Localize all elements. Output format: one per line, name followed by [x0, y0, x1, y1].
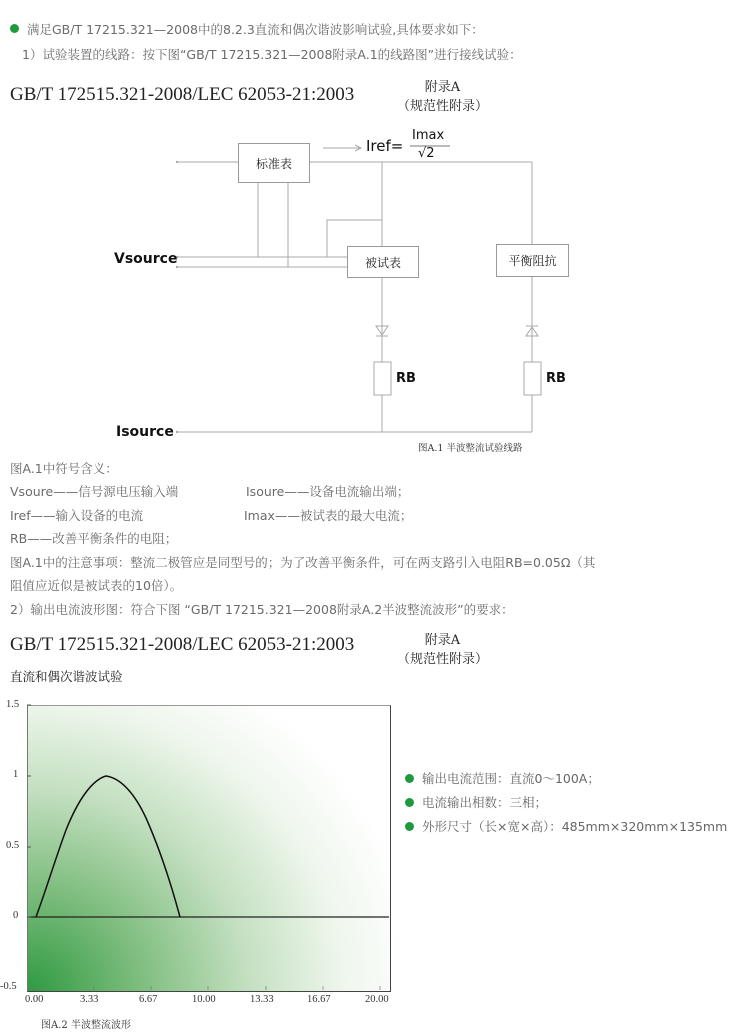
appendix-subtitle: （规范性附录） [396, 99, 488, 114]
intro-text-1: 满足GB/T 17215.321—2008中的8.2.3直流和偶次谐波影响试验,具体要求如下： [27, 22, 484, 37]
note-line-2: 阻值应近似是被试表的10倍）。 [10, 578, 183, 593]
spec-item [405, 790, 727, 814]
legend-isoure: Isoure——设备电流输出端； [246, 484, 410, 499]
rb-right-label: RB [546, 371, 566, 386]
x-tick-13.33: 13.33 [250, 994, 274, 1005]
x-tick-16.67: 16.67 [307, 994, 331, 1005]
x-tick-0: 0.00 [25, 994, 44, 1005]
x-tick-20: 20.00 [365, 994, 389, 1005]
figure1-caption: 图A.1 半波整流试验线路 [418, 443, 523, 454]
item-2-text: 2）输出电流波形图：符合下图 “GB/T 17215.321—2008附录A.2半波整流波形”的要求： [10, 602, 514, 617]
formula-numerator: Imax [412, 128, 445, 143]
figure1-standard-title: GB/T 172515.321-2008/LEC 62053-21:2003 [10, 84, 355, 105]
x-tick-3.33: 3.33 [80, 994, 99, 1005]
figure2-standard-title: GB/T 172515.321-2008/LEC 62053-21:2003 [10, 634, 355, 655]
standard-meter-box: 标准表 [238, 143, 310, 183]
vsource-label: Vsource [114, 251, 178, 267]
spec-phases: 电流输出相数：三相； [422, 795, 548, 810]
spec-item [405, 766, 727, 790]
legend-rb: RB——改善平衡条件的电阻； [10, 531, 178, 546]
formula-denominator: √2 [418, 146, 435, 161]
figure2-subtitle: 直流和偶次谐波试验 [10, 669, 123, 684]
y-tick-1: 1 [13, 769, 19, 780]
appendix-label: 附录A [424, 633, 461, 648]
bullet-icon [405, 822, 414, 831]
note-line-1: 图A.1中的注意事项：整流二极管应是同型号的；为了改善平衡条件，可在两支路引入电阻RB=0.05Ω（其 [10, 555, 596, 570]
spec-dimensions: 外形尺寸（长×宽×高）：485mm×320mm×135mm [422, 819, 728, 834]
y-tick-0: 0 [13, 910, 19, 921]
appendix-subtitle: （规范性附录） [396, 652, 488, 667]
spec-output-range: 输出电流范围：直流0～100A； [422, 771, 600, 786]
bullet-icon [405, 774, 414, 783]
x-tick-6.67: 6.67 [139, 994, 158, 1005]
legend-iref: Iref——输入设备的电流 [10, 508, 144, 523]
spec-item [405, 814, 727, 838]
legend-heading: 图A.1中符号含义： [10, 461, 118, 476]
balance-impedance-box: 平衡阻抗 [496, 244, 569, 277]
figure2-appendix [395, 631, 490, 669]
spec-list [405, 766, 727, 838]
legend-imax: Imax——被试表的最大电流； [244, 508, 413, 523]
meter-under-test-box: 被试表 [347, 246, 419, 278]
y-tick-neg0.5: -0.5 [0, 981, 17, 992]
y-tick-0.5: 0.5 [6, 840, 20, 851]
isource-label: Isource [116, 424, 174, 440]
figure2-caption: 图A.2 半波整流波形 [41, 1020, 131, 1031]
x-tick-10: 10.00 [192, 994, 216, 1005]
chart-lines [0, 700, 400, 1000]
bullet-icon [405, 798, 414, 807]
legend-vsoure: Vsoure——信号源电压输入端 [10, 484, 179, 499]
formula-iref: Iref= [366, 137, 404, 155]
y-tick-1.5: 1.5 [6, 699, 20, 710]
circuit-diagram [0, 0, 730, 460]
rb-left-label: RB [396, 371, 416, 386]
appendix-label: 附录A [424, 80, 461, 95]
intro-line-2: 1）试验装置的线路：按下图“GB/T 17215.321—2008附录A.1的线路图”进行接线试验： [22, 47, 522, 62]
